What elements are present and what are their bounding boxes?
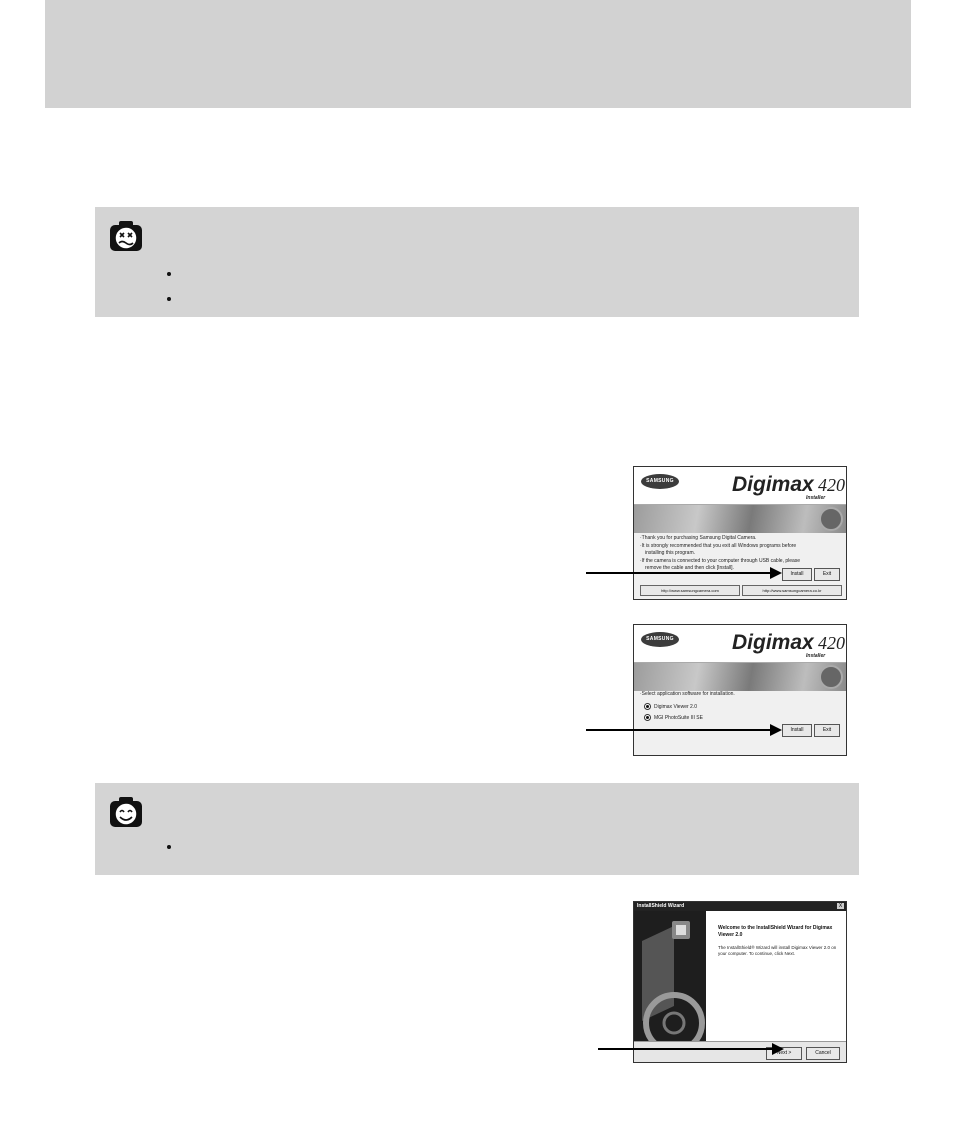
wizard-body-text: The InstallShield® Wizard will install Digimax Viewer 2.0 on your computer. To continue, click Next. bbox=[718, 945, 837, 956]
select-prompt: · Select application software for installation. bbox=[640, 691, 735, 697]
camera-smile-icon bbox=[109, 795, 143, 829]
monitor-cd-graphic bbox=[634, 911, 706, 1041]
wizard-content bbox=[706, 911, 846, 1041]
option-label: MGI PhotoSuite III SE bbox=[654, 714, 703, 721]
pointer-arrow bbox=[598, 1048, 776, 1050]
brand-name: Digimax bbox=[732, 473, 814, 496]
pointer-arrow bbox=[586, 729, 774, 731]
installer-start-screenshot bbox=[633, 466, 847, 600]
installer-banner bbox=[634, 467, 846, 505]
bullet-dot bbox=[167, 297, 171, 301]
option-label: Digimax Viewer 2.0 bbox=[654, 703, 697, 710]
select-software-screenshot bbox=[633, 624, 847, 756]
pointer-arrow bbox=[586, 572, 774, 574]
info-line: · It is strongly recommended that you exit all Windows programs before bbox=[640, 543, 796, 549]
radio-selected-icon bbox=[644, 714, 651, 721]
info-note bbox=[95, 783, 859, 875]
option-digimax-viewer[interactable] bbox=[644, 703, 697, 710]
installer-subtitle: Installer bbox=[806, 495, 826, 501]
samsung-logo: SAMSUNG bbox=[641, 474, 679, 489]
info-bullet bbox=[167, 839, 177, 854]
next-button[interactable]: Next > bbox=[766, 1047, 802, 1060]
bullet-dot bbox=[167, 272, 171, 276]
installer-subtitle: Installer bbox=[806, 653, 826, 659]
option-photosuite[interactable] bbox=[644, 714, 703, 721]
caution-note bbox=[95, 207, 859, 317]
brand-name: Digimax bbox=[732, 631, 814, 654]
radio-selected-icon bbox=[644, 703, 651, 710]
samsung-logo: SAMSUNG bbox=[641, 632, 679, 647]
wizard-title: InstallShield Wizard bbox=[637, 903, 685, 909]
camera-lens-graphic bbox=[819, 665, 843, 689]
install-button[interactable]: Install bbox=[782, 568, 812, 581]
exit-button[interactable]: Exit bbox=[814, 568, 840, 581]
wizard-heading: Welcome to the InstallShield Wizard for Digimax Viewer 2.0 bbox=[718, 925, 833, 938]
installshield-wizard-screenshot bbox=[633, 901, 847, 1063]
website-link-korea[interactable]: http://www.samsungcamera.co.kr bbox=[742, 585, 842, 596]
caution-bullet bbox=[167, 266, 177, 281]
model-number: 420 bbox=[818, 475, 845, 495]
info-line-continued: remove the cable and then click [Install]. bbox=[645, 565, 734, 571]
page-header-band bbox=[45, 0, 911, 108]
banner-artwork bbox=[634, 663, 846, 691]
info-line: · Thank you for purchasing Samsung Digital Camera. bbox=[640, 535, 756, 541]
bullet-dot bbox=[167, 845, 171, 849]
install-button[interactable]: Install bbox=[782, 724, 812, 737]
camera-caution-icon bbox=[109, 219, 143, 253]
camera-lens-graphic bbox=[819, 507, 843, 531]
banner-artwork bbox=[634, 505, 846, 533]
info-line: · If the camera is connected to your computer through USB cable, please bbox=[640, 558, 800, 564]
wizard-side-graphic bbox=[634, 911, 706, 1041]
website-link-global[interactable]: http://www.samsungcamera.com bbox=[640, 585, 740, 596]
model-number: 420 bbox=[818, 633, 845, 653]
wizard-button-bar bbox=[634, 1041, 846, 1063]
close-icon[interactable]: X bbox=[838, 903, 843, 909]
wizard-title-bar bbox=[634, 902, 846, 911]
caution-bullet bbox=[167, 291, 177, 306]
info-line-continued: installing this program. bbox=[645, 550, 696, 556]
cancel-button[interactable]: Cancel bbox=[806, 1047, 840, 1060]
installer-banner bbox=[634, 625, 846, 663]
exit-button[interactable]: Exit bbox=[814, 724, 840, 737]
